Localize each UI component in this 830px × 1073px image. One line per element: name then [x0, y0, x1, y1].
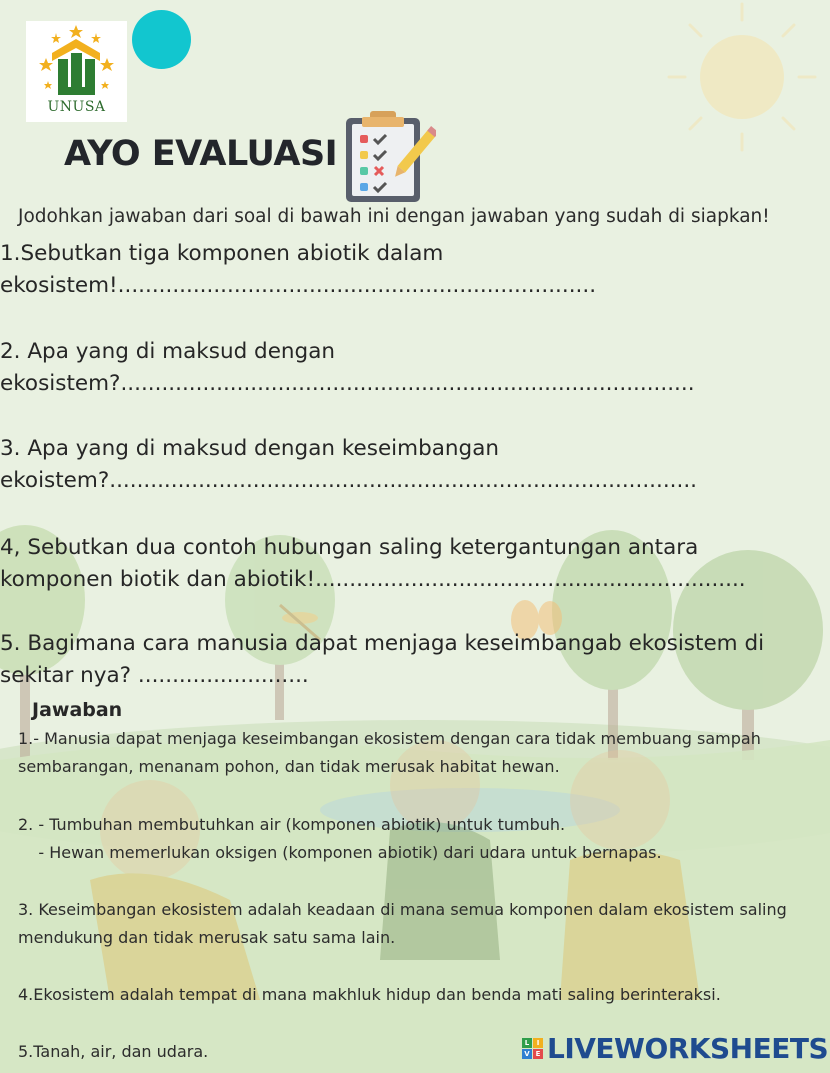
- question-1: [0, 238, 596, 302]
- answer-5-line1: 5.Tanah, air, dan udara.: [18, 1042, 209, 1061]
- question-2-line2: ekosistem?....................................................................................: [0, 371, 695, 396]
- answer-2[interactable]: [18, 811, 662, 867]
- answer-4[interactable]: [18, 981, 721, 1009]
- question-4-line1: 4, Sebutkan dua contoh hubungan saling ketergantungan antara: [0, 535, 699, 560]
- answer-3[interactable]: [18, 896, 787, 952]
- question-3: [0, 433, 697, 497]
- question-5-line2: sekitar nya? .........................: [0, 663, 309, 688]
- question-4: [0, 532, 746, 596]
- instruction-text: Jodohkan jawaban dari soal di bawah ini dengan jawaban yang sudah di siapkan!: [18, 206, 770, 227]
- question-3-line1: 3. Apa yang di maksud dengan keseimbangan: [0, 436, 499, 461]
- page-title: AYO EVALUASI: [64, 134, 338, 174]
- brand-icon-letter: L: [522, 1038, 532, 1048]
- decorative-dot: [132, 10, 191, 69]
- question-1-line2: ekosistem!......................................................................: [0, 273, 597, 298]
- brand-text: LIVEWORKSHEETS: [547, 1032, 829, 1065]
- question-5: [0, 628, 764, 692]
- logo-text: UNUSA: [47, 99, 106, 115]
- question-5-line1: 5. Bagimana cara manusia dapat menjaga keseimbangab ekosistem di: [0, 631, 765, 656]
- question-4-line2: komponen biotik dan abiotik!...............................................................: [0, 567, 746, 592]
- unusa-logo: [26, 21, 127, 122]
- brand-icon-letter: V: [522, 1049, 532, 1059]
- brand-icon-letter: E: [533, 1049, 543, 1059]
- liveworksheets-brand[interactable]: [522, 1032, 828, 1065]
- answer-1-line1: 1.- Manusia dapat menjaga keseimbangan ekosistem dengan cara tidak membuang sampah: [18, 729, 761, 748]
- answer-1[interactable]: [18, 725, 761, 781]
- answer-4-line1: 4.Ekosistem adalah tempat di mana makhluk hidup dan benda mati saling berinteraksi.: [18, 985, 721, 1004]
- question-1-line1: 1.Sebutkan tiga komponen abiotik dalam: [0, 241, 444, 266]
- answer-1-line2: sembarangan, menanam pohon, dan tidak merusak habitat hewan.: [18, 757, 560, 776]
- answer-2-line1: 2. - Tumbuhan membutuhkan air (komponen abiotik) untuk tumbuh.: [18, 815, 566, 834]
- answer-3-line2: mendukung dan tidak merusak satu sama lain.: [18, 928, 396, 947]
- question-2-line1: 2. Apa yang di maksud dengan: [0, 339, 336, 364]
- clipboard-checklist-icon: [340, 108, 436, 204]
- question-2: [0, 336, 695, 400]
- answers-heading: Jawaban: [32, 699, 123, 721]
- brand-icon-letter: I: [533, 1038, 543, 1048]
- answer-3-line1: 3. Keseimbangan ekosistem adalah keadaan di mana semua komponen dalam ekosistem saling: [18, 900, 787, 919]
- answer-5[interactable]: [18, 1038, 208, 1066]
- question-3-line2: ekoistem?......................................................................................: [0, 468, 697, 493]
- answer-2-line2: - Hewan memerlukan oksigen (komponen abiotik) dari udara untuk bernapas.: [18, 843, 662, 862]
- liveworksheets-logo-icon: [522, 1038, 543, 1059]
- sun-icon: [669, 4, 815, 150]
